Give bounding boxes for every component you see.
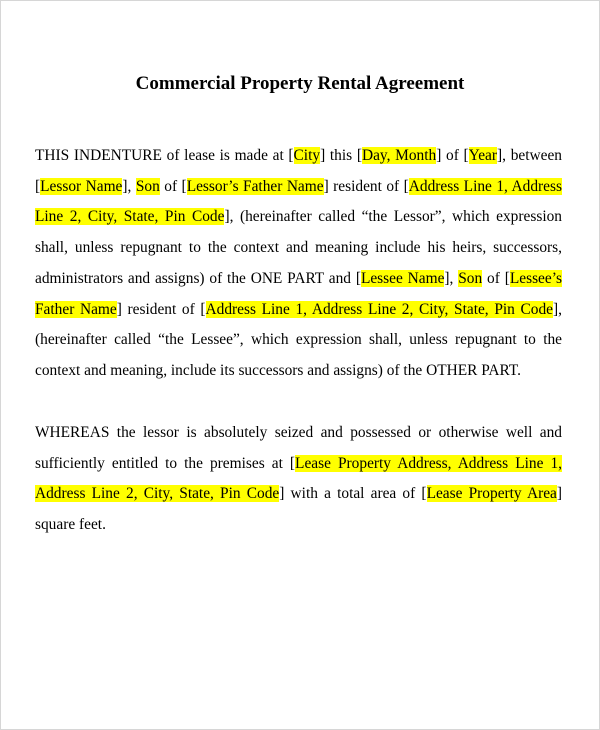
placeholder-field: Lessee Name xyxy=(360,269,445,287)
paragraph-whereas xyxy=(35,418,562,541)
paragraph-text: ] with a total area of [ xyxy=(279,485,427,503)
paragraph-text: ], xyxy=(444,269,459,287)
paragraph-text: ] this [ xyxy=(320,147,362,164)
paragraph-indenture xyxy=(35,141,562,387)
placeholder-field: Son xyxy=(458,269,483,287)
paragraph-text: ], (hereinafter called “the Lessor”, which expression shall, unless repugnant to the context and meaning include his heirs, successors, administrators and assigns) of the ONE PART and [ xyxy=(35,208,562,287)
placeholder-field: Lessee’s Father Name xyxy=(35,269,562,318)
placeholder-field: Lease Property Address, Address Line 1, Address Line 2, City, State, Pin Code xyxy=(35,454,562,503)
placeholder-field: Lessor Name xyxy=(40,177,123,195)
placeholder-field: Son xyxy=(135,177,160,195)
paragraph-text: WHEREAS the lessor is absolutely seized and possessed or otherwise well and sufficiently entitled to the premises at [ xyxy=(35,424,562,472)
paragraph-text: ] of [ xyxy=(436,147,469,164)
document-title: Commercial Property Rental Agreement xyxy=(135,73,465,94)
paragraph-text: ], (hereinafter called “the Lessee”, which expression shall, unless repugnant to the context and meaning, include its successors and assigns) of the OTHER PART. xyxy=(35,300,562,379)
paragraph-text: of [ xyxy=(482,269,510,287)
placeholder-field: Address Line 1, Address Line 2, City, State, Pin Code xyxy=(205,300,554,318)
placeholder-field: Address Line 1, Address Line 2, City, State, Pin Code xyxy=(35,177,562,226)
paragraph-text: of [ xyxy=(159,177,187,195)
paragraph-text: ] resident of [ xyxy=(116,300,206,318)
placeholder-field: Day, Month xyxy=(361,147,437,164)
paragraph-text: ] resident of [ xyxy=(323,177,409,195)
placeholder-field: City xyxy=(293,147,321,164)
paragraph-text: ], between [ xyxy=(35,147,562,195)
placeholder-field: Lease Property Area xyxy=(426,485,557,503)
placeholder-field: Year xyxy=(468,147,498,164)
paragraph-text: THIS INDENTURE of lease is made at [ xyxy=(35,147,294,164)
placeholder-field: Lessor’s Father Name xyxy=(186,177,324,195)
paragraph-text: ], xyxy=(122,177,136,195)
paragraph-text: ] square feet. xyxy=(35,485,562,534)
